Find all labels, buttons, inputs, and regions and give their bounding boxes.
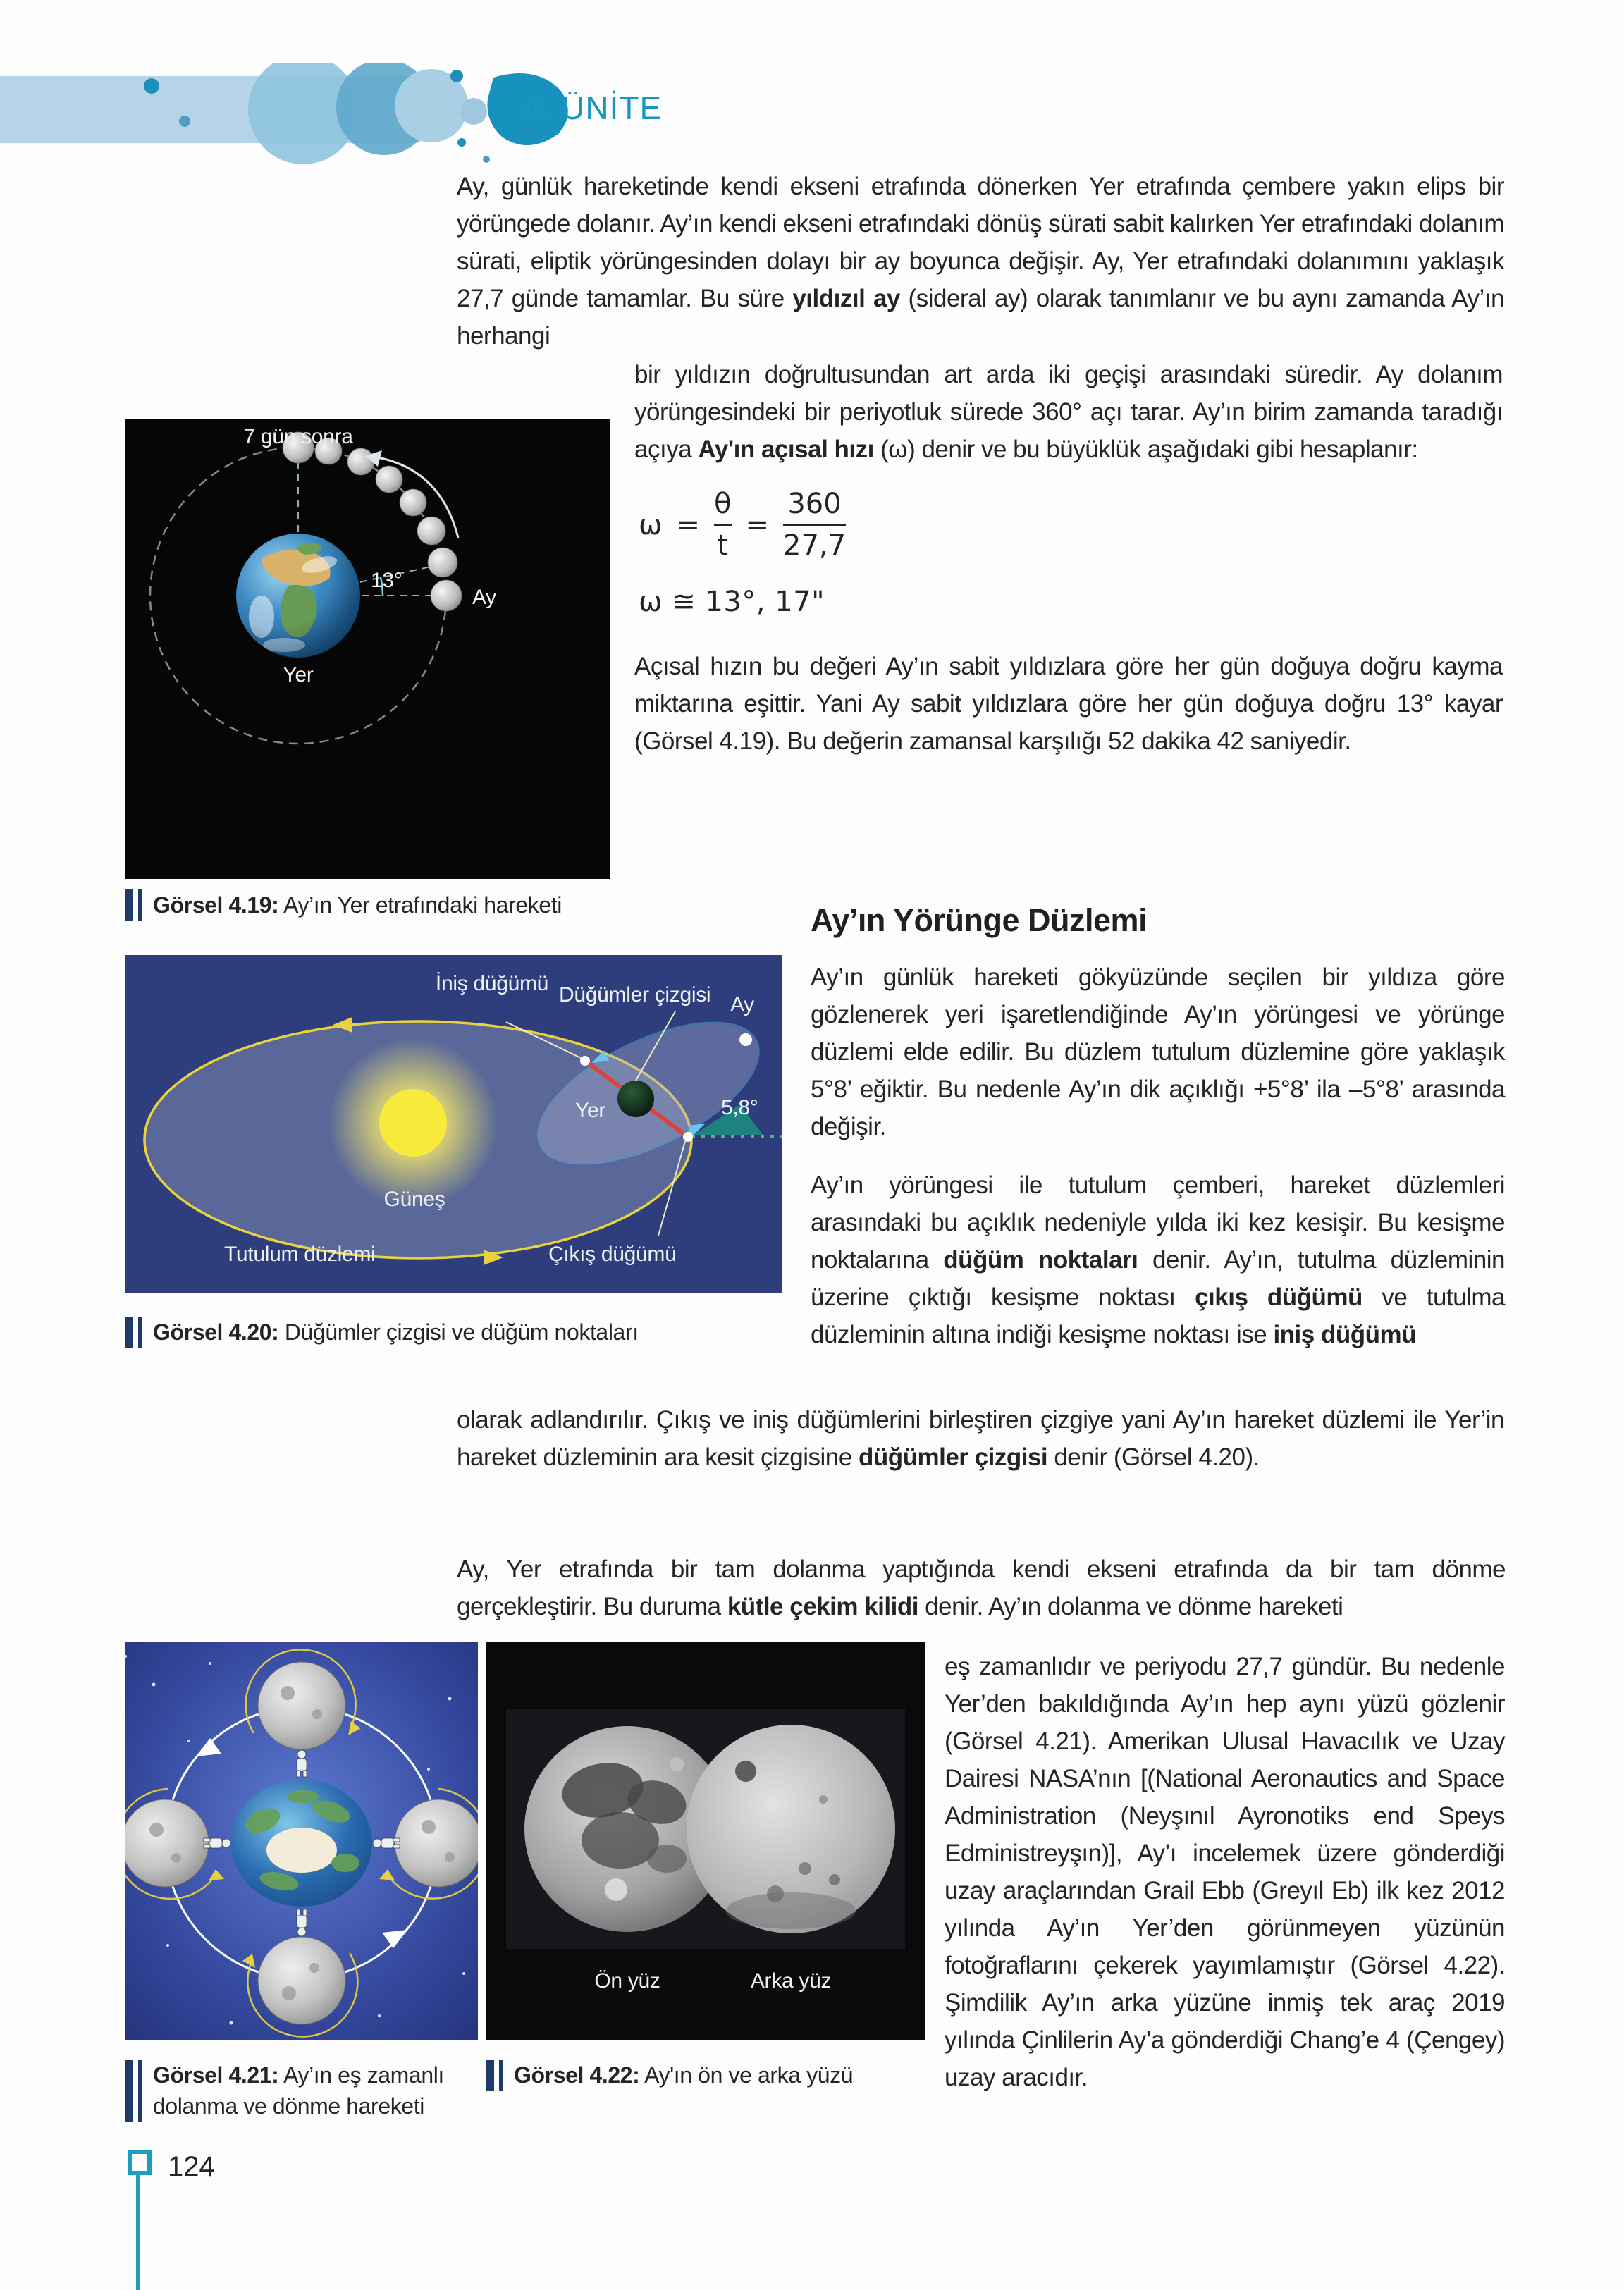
figure-tidal-lock-421 — [125, 1642, 478, 2040]
formula-result: ω ≅ 13°, 17" — [639, 586, 825, 618]
fig421-caption-text: Ay’ın eş zamanlı dolanma ve dönme hareketi — [153, 2062, 444, 2119]
bridge-paragraph2: Ay, Yer etrafında bir tam dolanma yaptığında kendi ekseni etrafında da bir tam dönme gerçekleştirir. Bu duruma kütle çekim kilidi denir. Ay’ın dolanma ve dönme hareketi — [457, 1556, 1506, 1620]
figure-moon-faces-422 — [486, 1642, 925, 2040]
fig419-label-moon: Ay — [472, 586, 496, 609]
caption-bars-icon — [486, 2060, 503, 2091]
fig422-caption-label: Görsel 4.22: — [514, 2062, 640, 2088]
sectionA-paragraph2: Açısal hızın bu değeri Ay’ın sabit yıldızlara göre her gün doğuya doğru kayma miktarına eşittir. Yani Ay sabit yıldızlara göre her gün doğuya doğru 13° kayar (Görsel 4.19). Bu değerin zamansal karşılığı 52 dakika 42 saniyedir. — [634, 653, 1503, 755]
fig420-label-angle: 5,8° — [721, 1096, 758, 1119]
fig422-label-front-face: Ön yüz — [594, 1969, 660, 1993]
fig421-caption-label: Görsel 4.21: — [153, 2062, 279, 2088]
bridge-paragraph1: olarak adlandırılır. Çıkış ve iniş düğümlerini birleştiren çizgiye yani Ay’ın hareket düzlemi ile Yer’in hareket düzleminin ara kesit çizgisine düğümler çizgisi denir (Görsel 4.20). — [457, 1406, 1504, 1471]
bottom-paragraph: eş zamanlıdır ve periyodu 27,7 gündür. Bu nedenle Yer’den bakıldığında Ay’ın hep aynı yüzü gözlenir (Görsel 4.21). Amerikan Ulusal Havacılık ve Uzay Dairesi NASA’nın [(National Aeronautics and Space Administration (Neyşınıl Ayronotiks end Speys Edministreyşın)], Ay’ı incelemek üzere gönderdiği uzay araçlarından Grail Ebb (Greyıl Eb) ilk kez 2012 yılında Ay’ın Yer’den görünmeyen yüzünün fotoğraflarını çekerek yayımlamıştır (Görsel 4.22). Şimdilik Ay’ın arka yüzüne inmiş tek araç 2019 yılında Çinlilerin Ay’a gönderdiği Chang’e 4 (Çengey) uzay aracıdır. — [945, 1653, 1505, 2091]
fig419-label-angle: 13° — [371, 569, 402, 592]
fig422-caption — [486, 2060, 937, 2091]
orbit-plane-paragraph1: Ay’ın günlük hareketi gökyüzünde seçilen bir yıldıza göre gözlenerek yeri işaretlendiğinde Ay’ın yörüngesi ve yörünge düzlemi elde edilir. Bu düzlem tutulum düzlemine göre yaklaşık 5°8’ eğiktir. Bu nedenle Ay’ın dik açıklığı +5°8’ ila –5°8’ arasında değişir. — [811, 964, 1505, 1140]
fig422-caption-text: Ay'ın ön ve arka yüzü — [639, 2062, 854, 2088]
fig421-caption — [125, 2060, 464, 2122]
fig420-label-nodes-line: Düğümler çizgisi — [559, 983, 711, 1007]
formula-eq2: = — [745, 508, 770, 541]
sectionA-text-column — [634, 356, 1503, 760]
fig420-label-ascending-node: Çıkış düğümü — [548, 1243, 677, 1266]
fig420-caption-text: Düğümler çizgisi ve düğüm noktaları — [278, 1319, 639, 1345]
fig422-label-back-face: Arka yüz — [750, 1969, 832, 1993]
fig419-label-earth: Yer — [283, 663, 314, 687]
figure-nodes-420 — [125, 955, 782, 1293]
moon-orbit-illustration — [125, 419, 610, 879]
page-marker-line — [136, 2171, 140, 2290]
fig420-label-descending-node: İniş düğümü — [435, 972, 549, 995]
page-number: 124 — [168, 2151, 215, 2182]
fig420-label-earth: Yer — [575, 1099, 606, 1122]
fig419-caption-label: Görsel 4.19: — [153, 892, 279, 918]
fig419-caption-text: Ay’ın Yer etrafındaki hareketi — [278, 892, 562, 918]
fig419-label-7days: 7 gün sonra — [243, 425, 353, 448]
unit-title: 4. ÜNİTE — [523, 90, 663, 126]
formula-frac-360-277: $\frac{360}{27,7}$ — [783, 488, 847, 562]
fig420-label-ecliptic: Tutulum düzlemi — [224, 1243, 376, 1266]
header-bubbles-decoration — [0, 63, 606, 169]
figure-moon-orbit-419 — [125, 419, 610, 879]
intro-paragraph: Ay, günlük hareketinde kendi ekseni etrafında dönerken Yer etrafında çembere yakın elips bir yörüngede dolanır. Ay’ın kendi ekseni etrafındaki dönüş sürati sabit kalırken Yer etrafındaki dolanım sürati, eliptik yörüngesinden dolayı bir ay boyunca değişir. Ay, Yer etrafındaki dolanımını yaklaşık 27,7 günde tamamlar. Bu süre yıldızıl ay (sideral ay) olarak tanımlanır ve bu aynı zamanda Ay’ın herhangi — [457, 173, 1504, 350]
caption-bars-icon — [125, 1317, 142, 1348]
fig420-label-moon: Ay — [730, 993, 754, 1016]
section-heading-orbit-plane: Ay’ın Yörünge Düzlemi — [811, 902, 1148, 938]
fig420-label-sun: Güneş — [383, 1188, 445, 1211]
caption-bars-icon — [125, 889, 142, 921]
tidal-lock-illustration — [125, 1642, 478, 2040]
fig419-caption — [125, 889, 633, 921]
fig420-caption — [125, 1317, 760, 1348]
formula-frac-theta-t: $\frac{\theta}{t}$ — [714, 488, 732, 562]
sectionA-paragraph: bir yıldızın doğrultusundan art arda iki geçişi arasındaki süredir. Ay dolanım yörüngesindeki bir periyotluk sürede 360° açı tarar. Ay’ın birim zamanda taradığı açıya Ay'ın açısal hızı (ω) denir ve bu büyüklük aşağıdaki gibi hesaplanır: — [634, 361, 1503, 463]
fig420-caption-label: Görsel 4.20: — [153, 1319, 279, 1345]
caption-bars-icon — [125, 2060, 142, 2122]
formula-omega: ω — [639, 508, 663, 541]
orbit-plane-paragraph2: Ay’ın yörüngesi ile tutulum çemberi, hareket düzlemleri arasındaki bu açıklık nedeniyle yılda iki kez kesişir. Bu kesişme noktalarına düğüm noktaları denir. Ay’ın, tutulma düzleminin üzerine çıktığı kesişme noktası çıkış düğümü ve tutulma düzleminin altına indiği kesişme noktası ise iniş düğümü — [811, 1171, 1505, 1348]
angular-velocity-formula — [639, 488, 1503, 618]
formula-eq1: = — [676, 508, 701, 541]
